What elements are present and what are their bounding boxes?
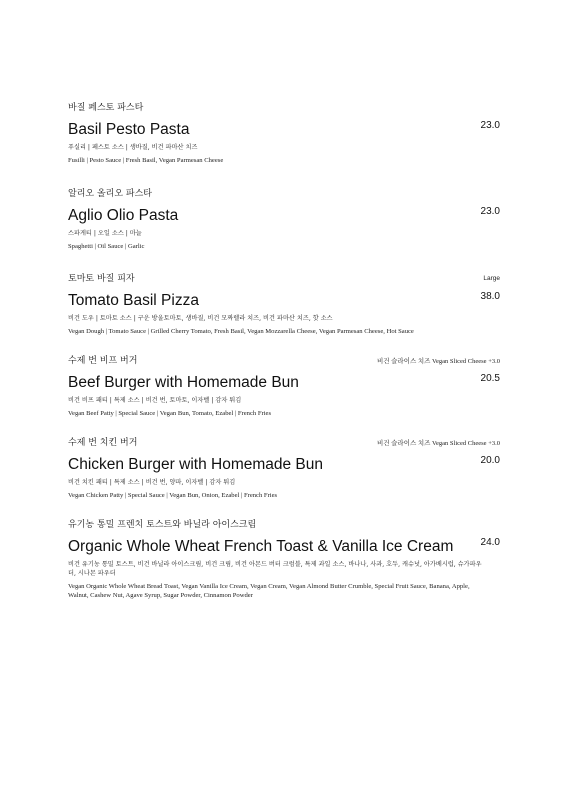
item-english-name: Basil Pesto Pasta	[68, 121, 190, 138]
item-ingredients-korean: 푸실리 | 페스토 소스 | 생바질, 비건 파마산 치즈	[68, 144, 198, 151]
item-price: 23.0	[480, 120, 500, 131]
item-english-name: Aglio Olio Pasta	[68, 207, 179, 224]
menu-item-french-toast	[68, 520, 500, 600]
item-price: 23.0	[480, 206, 500, 217]
menu-item-aglio-olio-pasta	[68, 189, 500, 251]
item-korean-name: 알리오 올리오 파스타	[68, 189, 152, 199]
item-ingredients-korean: 비건 유기농 통밀 토스트, 비건 바닐라 아이스크림, 비건 크림, 비건 아몬드 버터 크럼블, 특제 과일 소스, 바나나, 사과, 호두, 캐슈넛, 아가베시럽, 슈가파우더, 시나몬 파우더	[68, 561, 482, 577]
item-ingredients-korean: 스파게티 | 오일 소스 | 마늘	[68, 230, 142, 237]
item-addon-note: 비건 슬라이스 치즈 Vegan Sliced Cheese +3.0	[376, 440, 500, 447]
item-ingredients-korean: 비건 치킨 패티 | 특제 소스 | 비건 번, 양파, 이자벨 | 감자 튀김	[68, 479, 236, 486]
menu-item-tomato-basil-pizza	[68, 274, 500, 336]
item-price: 20.5	[480, 373, 500, 384]
item-korean-name: 유기농 통밀 프렌치 토스트와 바닐라 아이스크림	[68, 520, 257, 530]
item-korean-name: 바질 페스토 파스타	[68, 103, 144, 113]
menu-item-basil-pesto-pasta	[68, 103, 500, 165]
item-ingredients-english: Vegan Dough | Tomato Sauce | Grilled Cherry Tomato, Fresh Basil, Vegan Mozzarella Cheese, Vegan Parmesan Cheese, Hot Sauce	[68, 328, 414, 335]
item-price: 20.0	[480, 455, 500, 466]
item-korean-name: 수제 번 비프 버거	[68, 356, 138, 366]
item-ingredients-english: Spaghetti | Oil Sauce | Garlic	[68, 243, 145, 250]
menu-item-beef-burger	[68, 356, 500, 418]
item-price: 38.0	[480, 291, 500, 302]
item-english-name: Tomato Basil Pizza	[68, 292, 199, 309]
item-addon-note: 비건 슬라이스 치즈 Vegan Sliced Cheese +3.0	[376, 358, 500, 365]
item-price: 24.0	[480, 537, 500, 548]
item-ingredients-korean: 비건 비프 패티 | 특제 소스 | 비건 번, 토마토, 이자벨 | 감자 튀김	[68, 397, 242, 404]
item-korean-name: 토마토 바질 피자	[68, 274, 135, 284]
menu-item-chicken-burger	[68, 438, 500, 500]
item-ingredients-korean: 비건 도우 | 토마토 소스 | 구운 방울토마토, 생바질, 비건 모짜렐라 치즈, 비건 파마산 치즈, 핫 소스	[68, 315, 333, 322]
item-ingredients-english: Vegan Beef Patty | Special Sauce | Vegan Bun, Tomato, Ezabel | French Fries	[68, 410, 272, 417]
item-size-label: Large	[483, 275, 500, 282]
item-english-name: Organic Whole Wheat French Toast & Vanilla Ice Cream	[68, 538, 454, 555]
item-ingredients-english: Fusilli | Pesto Sauce | Fresh Basil, Vegan Parmesan Cheese	[68, 157, 224, 164]
item-ingredients-english: Vegan Chicken Patty | Special Sauce | Vegan Bun, Onion, Ezabel | French Fries	[68, 492, 278, 499]
item-korean-name: 수제 번 치킨 버거	[68, 438, 138, 448]
item-ingredients-english: Vegan Organic Whole Wheat Bread Toast, Vegan Vanilla Ice Cream, Vegan Cream, Vegan Almond Butter Crumble, Special Fruit Sauce, Banana, Apple, Walnut, Cashew Nut, Agave Syrup, Sugar Powder, Cinnamon Powder	[68, 583, 470, 599]
item-english-name: Chicken Burger with Homemade Bun	[68, 456, 324, 473]
item-english-name: Beef Burger with Homemade Bun	[68, 374, 299, 391]
